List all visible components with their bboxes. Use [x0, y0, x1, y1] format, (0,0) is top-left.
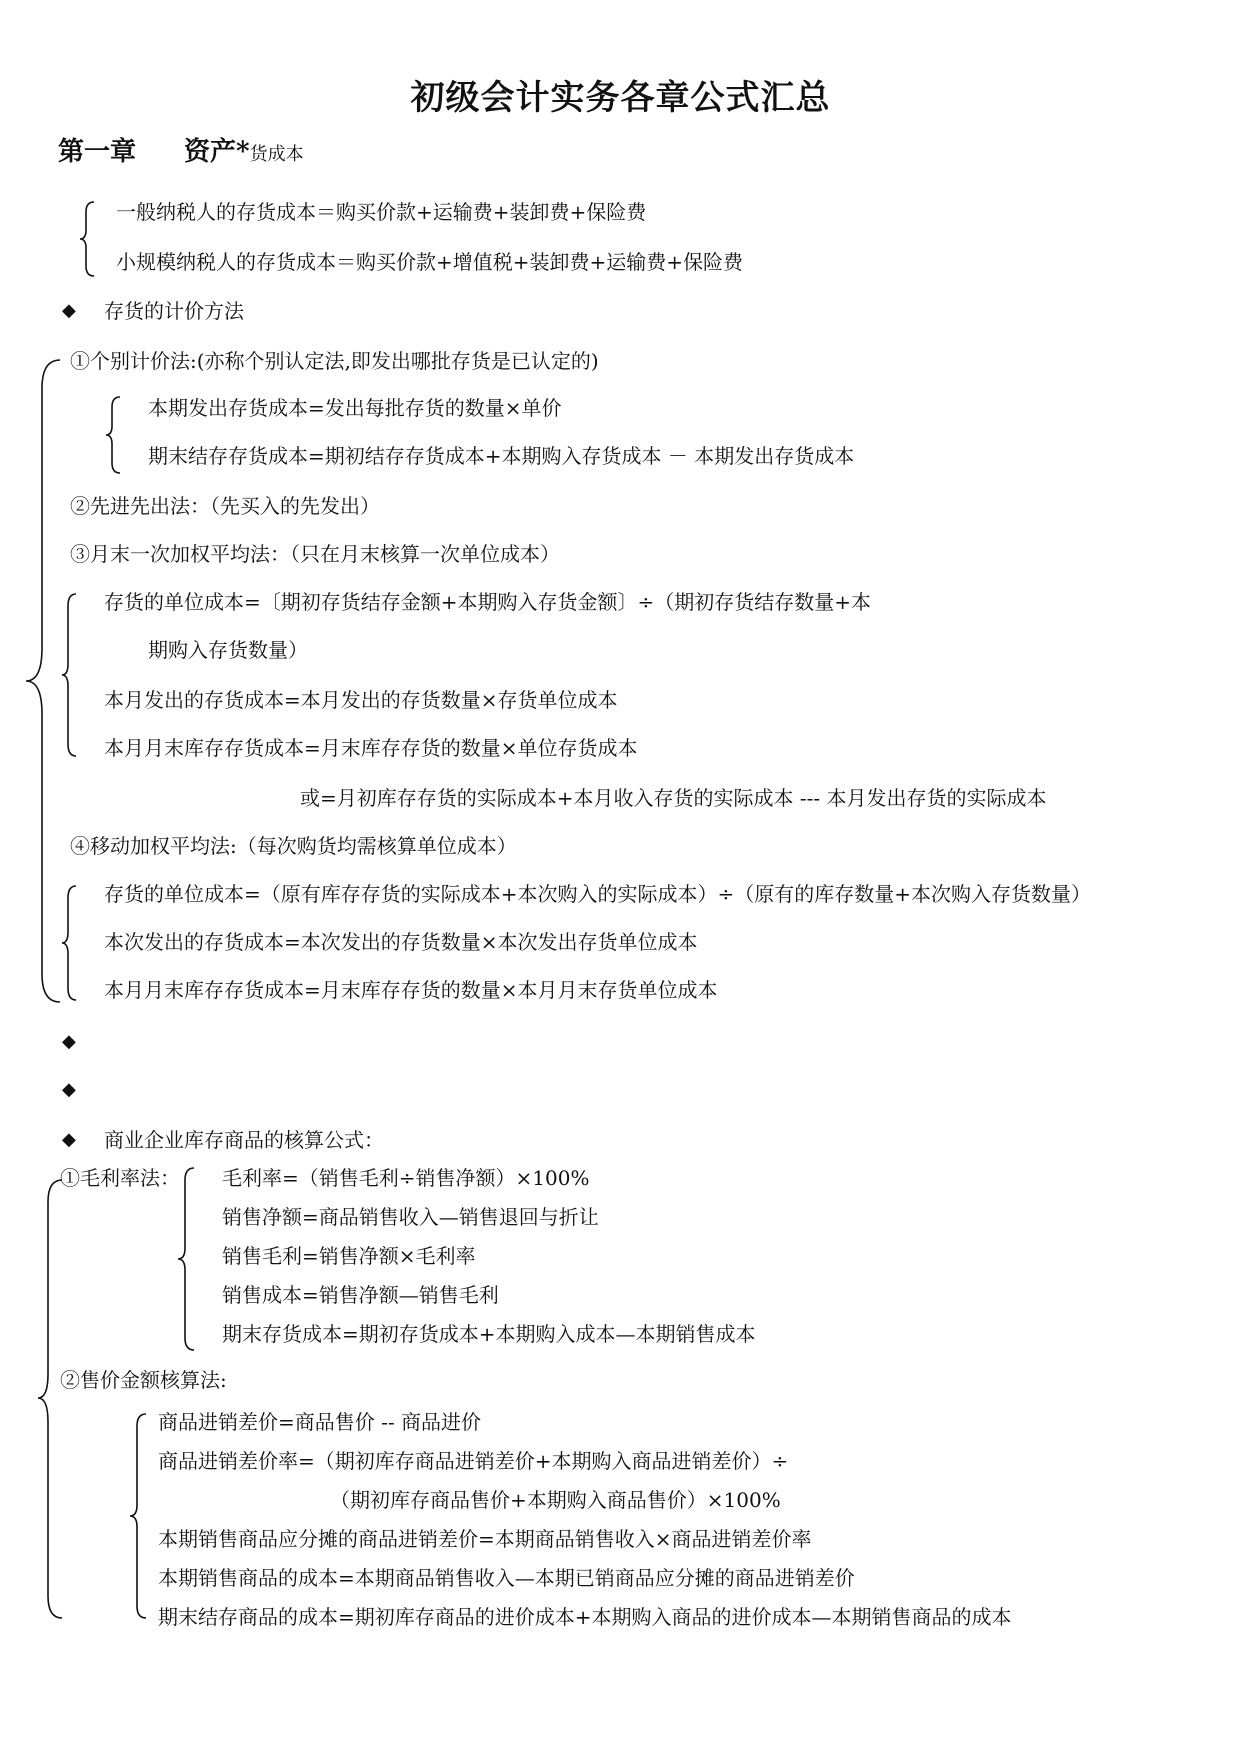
m1-formula-2: 期末结存存货成本=期初结存存货成本+本期购入存货成本 － 本期发出存货成本 [148, 444, 855, 468]
brace-monthly-weighted-average [60, 592, 80, 758]
m3-formula-4: 或=月初库存存货的实际成本+本月收入存货的实际成本 --- 本月发出存货的实际成本 [300, 786, 1047, 810]
method-gross-margin: ①毛利率法： [60, 1166, 180, 1190]
method-fifo: ②先进先出法：（先买入的先发出） [70, 494, 380, 518]
brace-gross-margin [176, 1166, 198, 1352]
retail-formula-2a: 商品进销差价率=（期初库存商品进销差价+本期购入商品进销差价）÷ [158, 1449, 789, 1473]
brace-commercial-methods [36, 1178, 66, 1620]
m3-formula-2: 本月发出的存货成本=本月发出的存货数量×存货单位成本 [104, 688, 618, 712]
gross-formula-4: 销售成本=销售净额—销售毛利 [222, 1283, 499, 1307]
gross-formula-2: 销售净额=商品销售收入—销售退回与折让 [222, 1205, 599, 1229]
gross-formula-5: 期末存货成本=期初存货成本+本期购入成本—本期销售成本 [222, 1322, 756, 1346]
bullet-icon: ◆ [62, 300, 76, 321]
retail-formula-4: 本期销售商品的成本=本期商品销售收入—本期已销商品应分摊的商品进销差价 [158, 1566, 855, 1590]
small-taxpayer-cost: 小规模纳税人的存货成本＝购买价款+增值税+装卸费+运输费+保险费 [116, 250, 744, 274]
chapter-mark: * [236, 137, 250, 167]
m3-formula-3: 本月月末库存存货成本=月末库存存货的数量×单位存货成本 [104, 736, 638, 760]
m1-formula-1: 本期发出存货成本=发出每批存货的数量×单价 [148, 396, 562, 420]
m3-formula-1b: 期购入存货数量） [148, 638, 308, 662]
general-taxpayer-cost: 一般纳税人的存货成本＝购买价款+运输费+装卸费+保险费 [116, 200, 647, 224]
m4-formula-2: 本次发出的存货成本=本次发出的存货数量×本次发出存货单位成本 [104, 930, 698, 954]
bullet-icon: ◆ [62, 1079, 76, 1100]
method-retail-price: ②售价金额核算法: [60, 1368, 227, 1392]
brace-moving-weighted-average [60, 884, 80, 1002]
chapter-subtitle: 货成本 [249, 144, 304, 165]
bullet-icon: ◆ [62, 1129, 76, 1150]
retail-formula-3: 本期销售商品应分摊的商品进销差价=本期商品销售收入×商品进销差价率 [158, 1527, 812, 1551]
page-title: 初级会计实务各章公式汇总 [410, 78, 831, 118]
retail-formula-1: 商品进销差价=商品售价 -- 商品进价 [158, 1410, 481, 1434]
brace-specific-identification [104, 395, 124, 475]
brace-valuation-methods [24, 358, 64, 1004]
bullet-icon: ◆ [62, 1031, 76, 1052]
brace-inventory-cost [78, 200, 98, 278]
gross-formula-1: 毛利率=（销售毛利÷销售净额）×100% [222, 1166, 590, 1190]
chapter-heading [58, 137, 304, 167]
m4-formula-1: 存货的单位成本=（原有库存存货的实际成本+本次购入的实际成本）÷（原有的库存数量+本次购入存货数量） [104, 882, 1092, 906]
gross-formula-3: 销售毛利=销售净额×毛利率 [222, 1244, 476, 1268]
commercial-heading: 商业企业库存商品的核算公式： [104, 1128, 384, 1152]
retail-formula-2b: （期初库存商品售价+本期购入商品售价）×100% [330, 1488, 781, 1512]
m4-formula-3: 本月月末库存存货成本=月末库存存货的数量×本月月末存货单位成本 [104, 978, 718, 1002]
valuation-heading: 存货的计价方法 [104, 299, 244, 323]
method-specific-identification: ①个别计价法:(亦称个别认定法,即发出哪批存货是已认定的) [70, 349, 599, 373]
brace-retail-price [128, 1412, 150, 1620]
chapter-name: 资产 [184, 137, 237, 167]
m3-formula-1a: 存货的单位成本=〔期初存货结存金额+本期购入存货金额〕÷（期初存货结存数量+本 [104, 590, 872, 614]
method-monthly-weighted-average: ③月末一次加权平均法：（只在月末核算一次单位成本） [70, 542, 560, 566]
chapter-label: 第一章 [58, 137, 137, 167]
retail-formula-5: 期末结存商品的成本=期初库存商品的进价成本+本期购入商品的进价成本—本期销售商品的成本 [158, 1605, 1012, 1629]
method-moving-weighted-average: ④移动加权平均法:（每次购货均需核算单位成本） [70, 834, 517, 858]
